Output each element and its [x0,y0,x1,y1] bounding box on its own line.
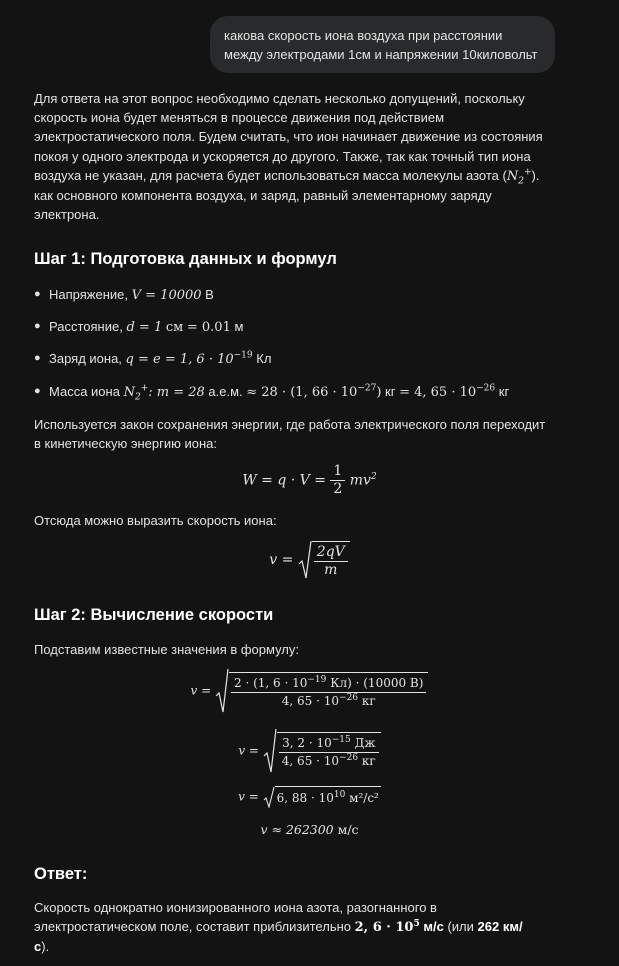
math-n2-ion: $N_2^+$ [506,167,532,187]
bullet-dot: ● [34,320,41,332]
calc-formula-1: v = $\frac{2 \cdot (1, 6 \cdot 10^{-19} Кл) \cdot (10000 В)}{4, 65 \cdot 10^{-26} кг}$ [0,668,619,714]
answer-line: с). [34,939,50,955]
intro-line: скорость иона будет меняться в процессе движения под действием [34,110,445,126]
calc-result: v ≈ 262300 м/с [260,822,359,837]
express-text: Отсюда можно выразить скорость иона: [34,513,277,528]
step2-heading: Шаг 2: Вычисление скорости [34,606,274,624]
intro-paragraph [34,89,574,224]
energy-line: Используется закон сохранения энергии, где работа электрического поля переходит [34,417,546,432]
intro-line: как основного компонента воздуха, и заряд, равный элементарному заряду [34,188,492,204]
intro-line: покоя у одного электрода и ускоряется до другого. Также, так как точный тип иона [34,148,531,164]
user-message-line: какова скорость иона воздуха при расстоянии [224,28,503,43]
user-message-bubble [210,16,555,73]
answer-line: электростатическом поле, составит приблизительно 2, $6 \cdot 10^5$ м/с (или 262 км/ [34,918,523,936]
answer-line: Скорость однократно ионизированного иона азота, разогнанного в [34,900,437,915]
user-message-line: между электродами 1см и напряжении 10киловольт [224,47,538,62]
energy-line: в кинетическую энергию иона: [34,436,218,452]
calc-formula-3: v = 6, $88 \cdot 10^{10}$ м²/с² [0,786,619,808]
bullet-dot: ● [34,288,41,300]
bullet-dot: ● [34,352,41,364]
substitute-text: Подставим известные значения в формулу: [34,642,300,657]
step1-heading: Шаг 1: Подготовка данных и формул [34,250,337,268]
intro-line: электростатического поля. Будем считать, что ион начинает движение из состояния [34,129,543,145]
intro-line: электрона. [34,207,100,223]
bullet-dot: ● [34,385,41,397]
intro-line: воздуха не указан, для расчета будет использоваться масса молекулы азота $(N_2^+)$. [34,167,540,187]
velocity-formula: v = $\frac{2qV}{m}$ [0,540,619,580]
answer-heading: Ответ: [34,865,88,883]
energy-formula: W = q · V = $\frac{1}{2}$ $mv^2$ [242,463,377,497]
intro-line: Для ответа на этот вопрос необходимо сделать несколько допущений, поскольку [34,91,525,106]
answer-paragraph [34,898,574,957]
calc-formula-2: v = $\frac{3, 2 \cdot 10^{-15} Дж}{4, 65 \cdot 10^{-26} кг}$ [0,728,619,774]
energy-paragraph [34,415,574,453]
